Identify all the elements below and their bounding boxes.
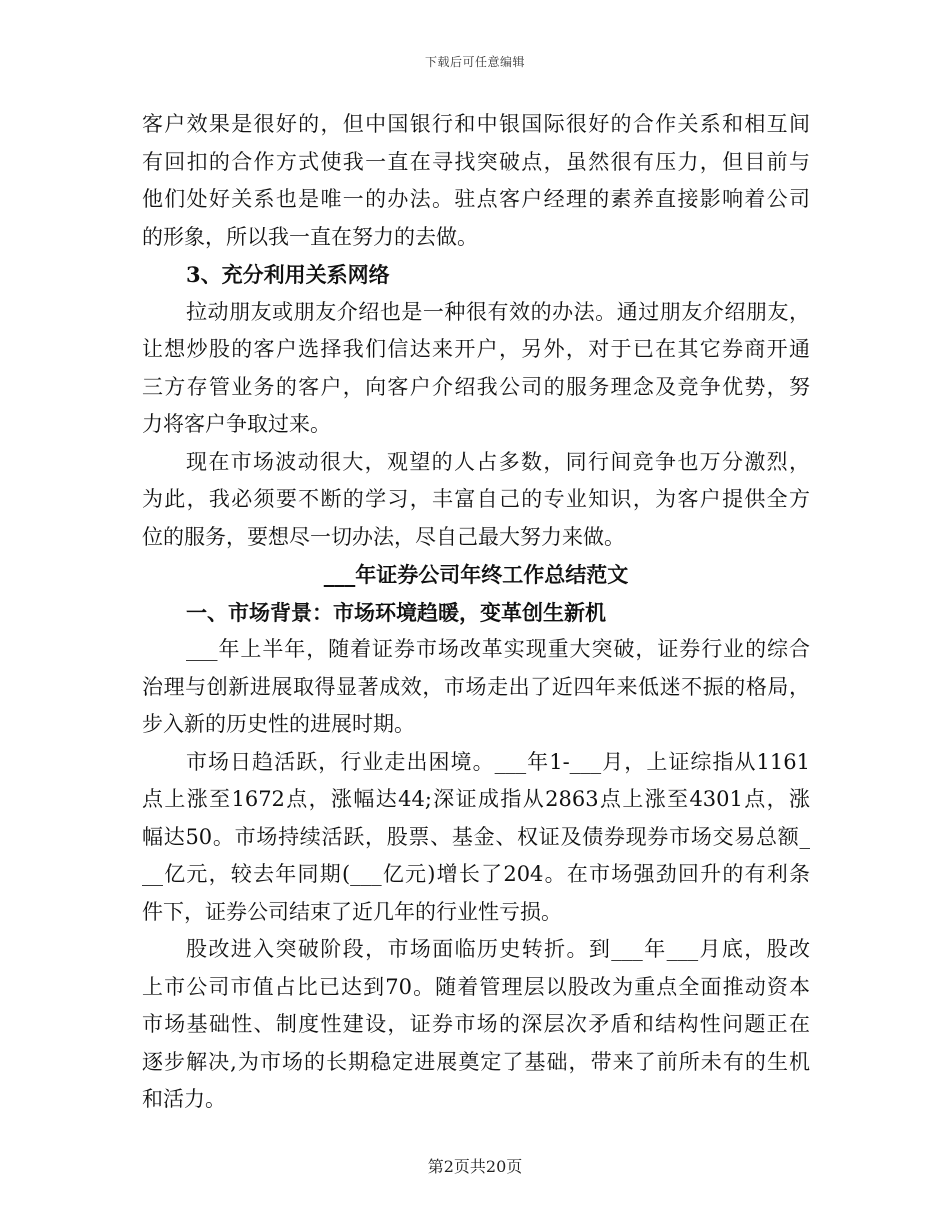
text-line: 市场日趋活跃，行业走出困境。___年1-___月，上证综指从1161 xyxy=(186,749,810,774)
text-line: 治理与创新进展取得显著成效，市场走出了近四年来低迷不振的格局， xyxy=(142,674,810,699)
page-footer: 第2页共20页 xyxy=(427,1157,523,1176)
text-line: 让想炒股的客户选择我们信达来开户，另外，对于已在其它券商开通 xyxy=(142,337,810,361)
text-line: 幅达50。市场持续活跃，股票、基金、权证及债券现券市场交易总额_ xyxy=(142,824,810,849)
text-line: 和活力。 xyxy=(142,1087,226,1111)
text-line: ___年上半年，随着证券市场改革实现重大突破，证券行业的综合 xyxy=(186,637,810,661)
text-line: 件下，证券公司结束了近几年的行业性亏损。 xyxy=(142,899,562,924)
text-line: 客户效果是很好的，但中国银行和中银国际很好的合作关系和相互间 xyxy=(142,112,810,136)
text-line: 现在市场波动很大，观望的人占多数，同行间竞争也万分激烈， xyxy=(186,449,810,474)
text-line: 上市公司市值占比已达到70。随着管理层以股改为重点全面推动资本 xyxy=(142,974,810,999)
text-line: 的形象，所以我一直在努力的去做。 xyxy=(142,224,478,249)
text-line: 市场基础性、制度性建设，证券市场的深层次矛盾和结构性问题正在 xyxy=(142,1012,810,1036)
page-header: 下载后可任意编辑 xyxy=(424,55,525,69)
text-line: 拉动朋友或朋友介绍也是一种很有效的办法。通过朋友介绍朋友， xyxy=(186,299,810,324)
text-line: 逐步解决,为市场的长期稳定进展奠定了基础，带来了前所未有的生机 xyxy=(142,1049,810,1074)
section-heading: 一、市场背景：市场环境趋暖，变革创生新机 xyxy=(186,599,606,625)
text-line: 他们处好关系也是唯一的办法。驻点客户经理的素养直接影响着公司 xyxy=(142,187,810,211)
text-line: 有回扣的合作方式使我一直在寻找突破点，虽然很有压力，但目前与 xyxy=(142,149,810,174)
document-title: ___年证券公司年终工作总结范文 xyxy=(323,562,629,587)
text-line: 力将客户争取过来。 xyxy=(142,412,331,436)
document-body xyxy=(142,106,810,1119)
text-line: 三方存管业务的客户，向客户介绍我公司的服务理念及竞争优势，努 xyxy=(142,374,810,399)
text-line: 步入新的历史性的进展时期。 xyxy=(142,712,415,736)
text-line: __亿元，较去年同期(___亿元)增长了204。在市场强劲回升的有利条 xyxy=(142,862,810,886)
text-line: 位的服务，要想尽一切办法，尽自己最大努力来做。 xyxy=(142,524,625,549)
text-line: 股改进入突破阶段，市场面临历史转折。到___年___月底，股改 xyxy=(186,937,810,961)
text-line: 点上涨至1672点，涨幅达44;深证成指从2863点上涨至4301点，涨 xyxy=(142,787,811,811)
section-heading: 3、充分利用关系网络 xyxy=(186,262,390,287)
text-line: 为此，我必须要不断的学习，丰富自己的专业知识，为客户提供全方 xyxy=(142,487,810,511)
